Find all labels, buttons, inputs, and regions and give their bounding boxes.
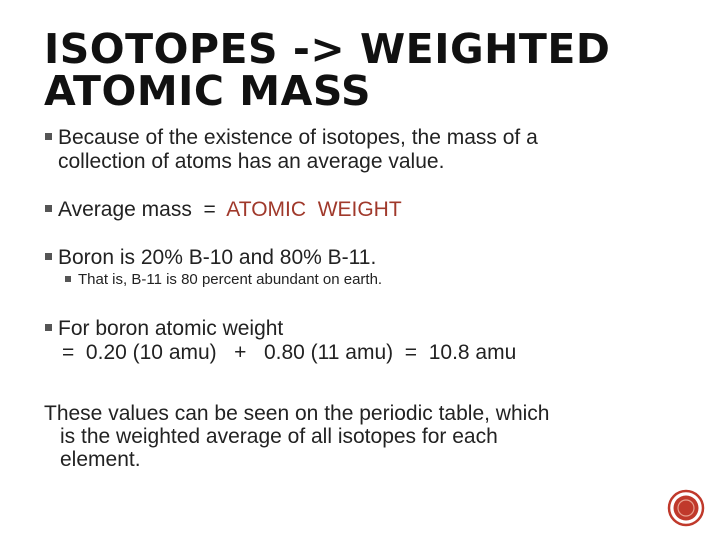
bullet-average-mass [44,198,684,222]
bullet-square-icon [45,133,52,140]
circle-nav-icon[interactable] [667,489,705,527]
circle-nav-icon-graphic [667,489,705,527]
slide-title: ISOTOPES -> WEIGHTED ATOMIC MASS [44,25,611,115]
paragraph-line: element. [60,448,141,471]
average-mass-label: Average mass = [58,198,227,221]
bullet-text-line: Because of the existence of isotopes, the mass of a [58,126,538,149]
paragraph-line: is the weighted average of all isotopes for each [60,425,498,448]
paragraph-line: These values can be seen on the periodic table, which [44,402,550,425]
bullet-isotopes [44,126,684,174]
bullet-boron-weight [44,317,684,365]
bullet-square-icon [45,205,52,212]
bullet-text-line: collection of atoms has an average value. [58,150,445,173]
sub-bullet-square-icon [65,276,71,282]
bullet-boron [44,246,684,270]
bullet-text-line: For boron atomic weight [58,317,284,340]
bullet-square-icon [45,253,52,260]
bullet-text-line: Boron is 20% B-10 and 80% B-11. [58,246,377,269]
sub-bullet-text: That is, B-11 is 80 percent abundant on earth. [78,271,383,288]
summary-paragraph [44,402,644,471]
slide-body [44,126,684,389]
calculation-line: = 0.20 (10 amu) + 0.80 (11 amu) = 10.8 amu [62,341,517,364]
bullet-square-icon [45,324,52,331]
sub-bullet-abundance [64,271,684,289]
atomic-weight-term: ATOMIC WEIGHT [226,198,402,221]
